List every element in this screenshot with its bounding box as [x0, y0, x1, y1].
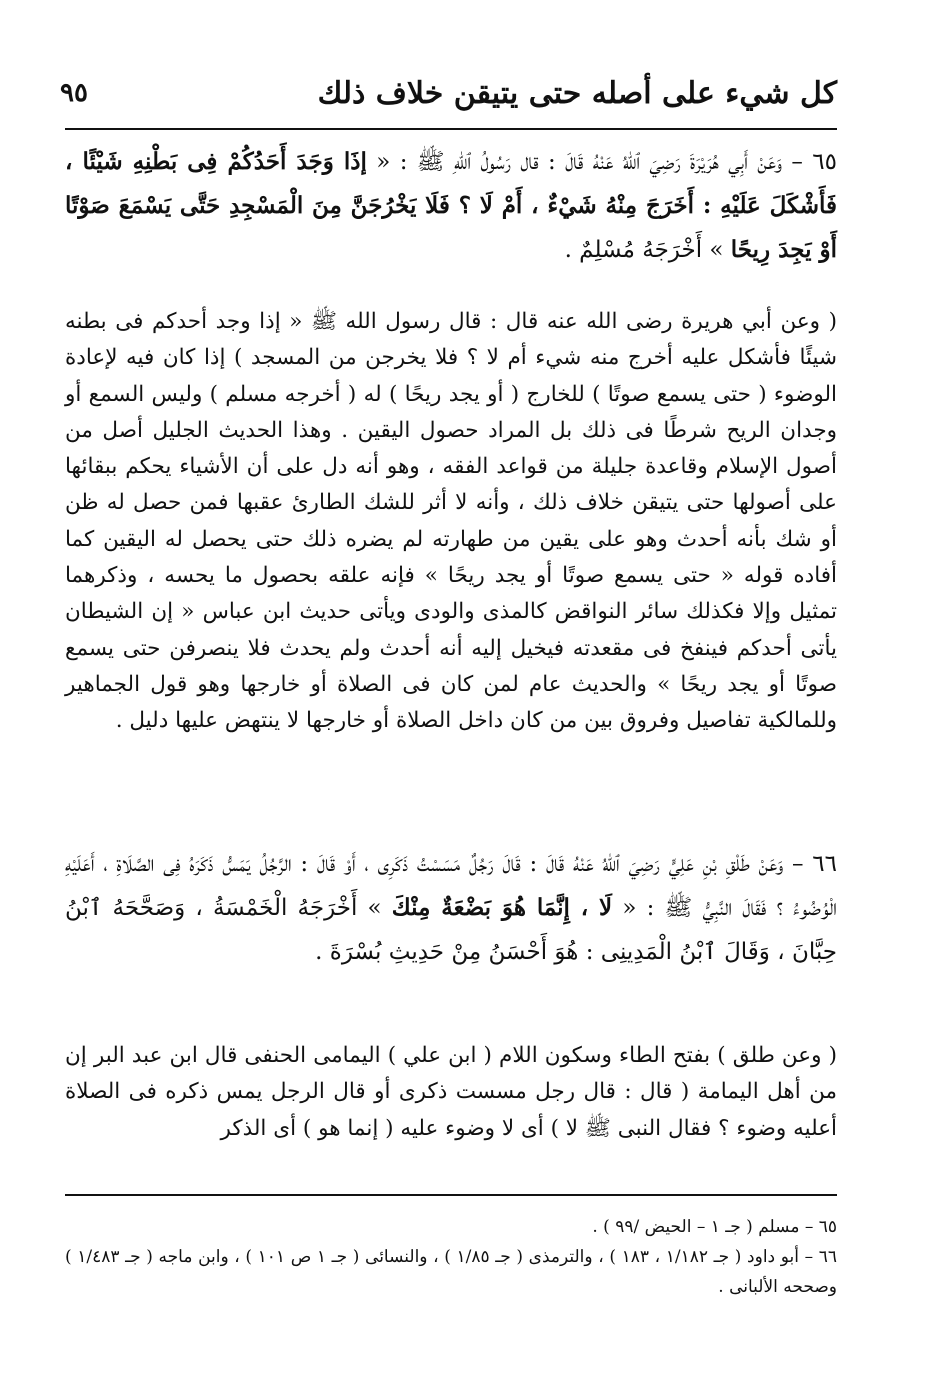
hadith-65-outro: » أَخْرَجَهُ مُسْلِمٌ .	[564, 237, 731, 263]
footnote-66: ٦٦ – أبو داود ( جـ ١/١٨٢ ، ١٨٣ ) ، والترمذى ( جـ ١/٨٥ ) ، والنسائى ( جـ ١ ص ١٠١ ) ، وابن ماجه ( جـ ١/٤٨٣ ) وصححه الألبانى .	[65, 1247, 838, 1297]
commentary-65-paragraph: ( وعن أبي هريرة رضى الله عنه قال : قال رسول الله ﷺ « إذا وجد أحدكم فى بطنه شيئًا فأشكل عليه أخرج منه شيء أم لا ؟ فلا يخرجن من المسجد ) إذا كان فيه لإعادة الوضوء ( حتى يسمع صوتًا ) للخارج ( أو يجد ريحًا ) له ( أخرجه مسلم ) وليس السمع أو وجدان الريح شرطًا فى ذلك بل المراد حصول اليقين . وهذا الحديث الجليل أصل من أصول الإسلام وقاعدة جليلة من قواعد الفقه ، وهو أنه دل على أن الأشياء يحكم ببقائها على أصولها حتى يتيقن خلاف ذلك ، وأنه لا أثر للشك الطارئ عقبها فمن حصل له ظن أو شك بأنه أحدث وهو على يقين من طهارته لم يضره ذلك حتى يحصل له اليقين كما أفاده قوله « حتى يسمع صوتًا أو يجد ريحًا » فإنه علقه بحصول ما يحسه ، وذكرهما تمثيل وإلا فكذلك سائر النواقض كالمذى والودى ويأتى حديث ابن عباس « إن الشيطان يأتى أحدكم فينفخ فى مقعدته فيخيل إليه أنه أحدث ولم يحدث فلا ينصرفن حتى يسمع صوتًا أو يجد ريحًا » والحديث عام لمن كان فى الصلاة أو خارجها وهو قول الجماهير وللمالكية تفاصيل وفروق بين من كان داخل الصلاة أو خارجها لا ينتهض عليها دليل .	[65, 309, 837, 734]
footnote-65: ٦٥ – مسلم ( جـ ١ – الحيض /٩٩ ) .	[592, 1217, 837, 1237]
hadith-65-text: إذَا وَجَدَ أَحَدُكُمْ فِى بَطْنِهِ شَيْئًا ، فَأَشْكَلَ عَلَيْهِ : أَخَرَجَ مِنْهُ شَيْءٌ ، أَمْ لَا ؟ فَلَا يَخْرُجَنَّ مِنَ الْمَسْجِدِ حَتَّى يَسْمَعَ صَوْتًا أَوْ يَجِدَ رِيحًا	[65, 148, 837, 263]
hadith-66-text: لَا ، إِنَّمَا هُوَ بَضْعَةٌ مِنْكَ	[391, 894, 613, 921]
hadith-65	[65, 140, 837, 272]
page-header	[60, 68, 837, 118]
hadith-66	[65, 842, 837, 974]
hadith-66-paragraph	[65, 842, 837, 974]
commentary-66-paragraph: ( وعن طلق ) بفتح الطاء وسكون اللام ( ابن علي ) اليمامى الحنفى قال ابن عبد البر إن من أهل اليمامة ( قال : قال رجل مسست ذكرى أو قال الرجل يمس ذكره فى الصلاة أعليه وضوء ؟ فقال النبى ﷺ لا ) أى لا وضوء عليه ( إنما هو ) أى الذكر	[65, 1043, 837, 1141]
hadith-66-intro: ٦٦ – وَعَنْ طَلْقِ بْنِ عَلِيٍّ رَضِيَ ٱللهُ عَنْهُ قَالَ : قَالَ رَجُلٌ مَسَسْتُ ذَكَرِى ، أَوْ قَالَ : الرَّجُلُ يَمَسُّ ذَكَرَهُ فِى الصَّلَاةِ ، أَعَلَيْهِ الْوُضُوءُ ؟ فَقَالَ النَّبِيُّ ﷺ : «	[65, 851, 838, 921]
footnotes	[65, 1212, 837, 1302]
page-number: ٩٥	[60, 78, 88, 108]
running-title: كل شيء على أصله حتى يتيقن خلاف ذلك	[317, 75, 837, 111]
hadith-65-paragraph	[65, 140, 837, 272]
hadith-66-outro: » أَخْرَجَهُ الْخَمْسَةُ ، وَصَحَّحَهُ ٱبْنُ حِبَّانَ ، وَقَالَ ٱبْنُ الْمَدِينِى : هُوَ أَحْسَنُ مِنْ حَدِيثِ بُسْرَةَ .	[65, 895, 837, 965]
header-rule	[65, 128, 837, 130]
footnote-rule	[65, 1194, 837, 1196]
commentary-66	[65, 1038, 837, 1147]
hadith-65-intro: ٦٥ – وَعَنْ أَبِي هُرَيْرَةَ رَضِيَ ٱللهُ عَنْهُ قَالَ : قال رَسُولُ ٱللهِ ﷺ : «	[366, 149, 837, 175]
commentary-65	[65, 304, 837, 740]
